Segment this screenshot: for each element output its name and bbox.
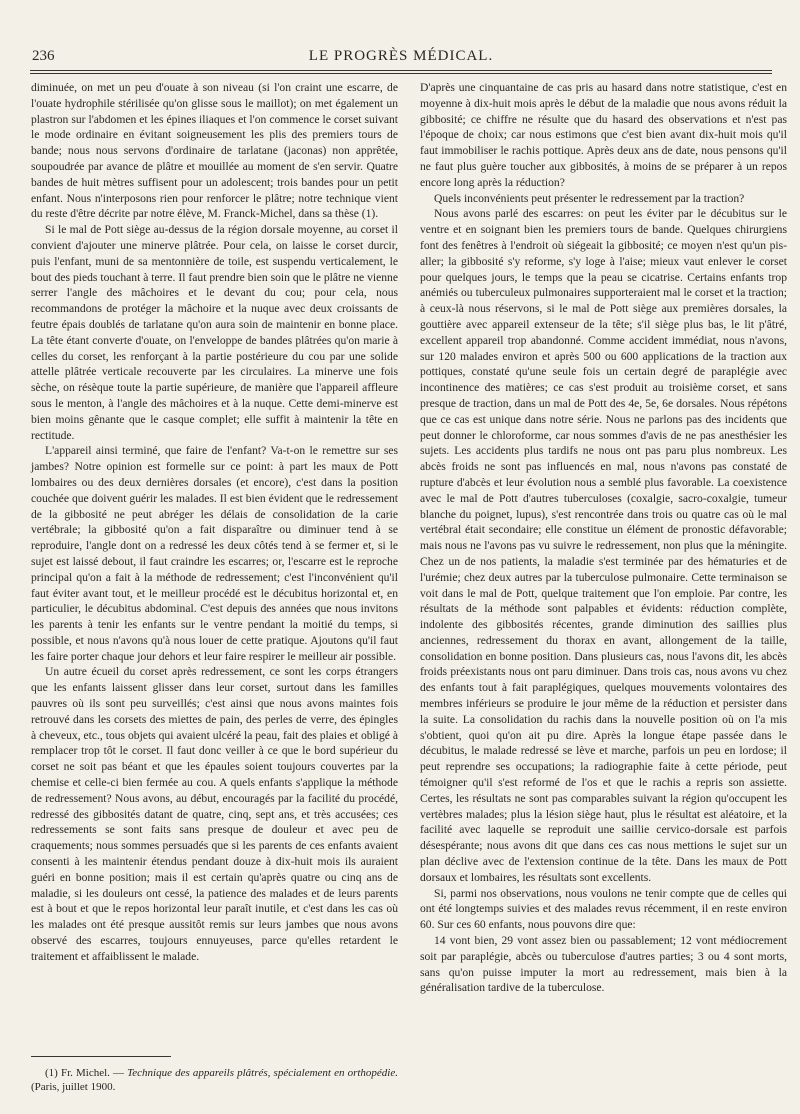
header-rule <box>30 70 772 71</box>
header-rule-secondary <box>30 73 772 74</box>
footnote-marker: (1) Fr. Michel. — <box>45 1067 125 1079</box>
footnote-rule <box>31 1056 171 1057</box>
footnote-details: (Paris, juillet 1900. <box>31 1081 116 1093</box>
paragraph: Nous avons parlé des escarres: on peut les éviter par le décubitus sur le ventre et en soignant bien les premiers tours de bande. Quelques chirurgiens font des fenêtres à l'endroit où siégeait la gibbosité; ce moyen n'est qu'un pis-aller; la gibbosité s'y reforme, s'y loge à l'aise; mieux vaut enlever le corset pour quelques jours, le temps que la peau se cicatrise. Certains enfants trop anémiés ou tuberculeux pulmonaires supporteraient mal le corset et la traction; à ceux-là nous réservons, si le mal de Pott siège aux premières dorsales, la gouttière avec appareil extenseur de la tête; s'il siège plus bas, le lit p'âtré, excellent appareil trop abandonné. Comme accident immédiat, nous n'avons, sur 120 malades environ et après 500 ou 600 applications de la traction aux pottiques, constaté qu'une seule fois un certain degré de paraplégie avec incontinence des matières; ce cas s'est produit au troisième corset, et sans presque de traction, dans un mal de Pott des 4e, 5e, 6e dorsales. Nous répétons que ce cas est unique dans notre série. Nous ne parlons pas des incidents que peut donner le chloroforme, car nous sommes d'avis de ne pas anesthésier les sujets. Les accidents plus tardifs ne nous ont pas paru plus nombreux. Les abcès froids ne sont pas influencés en mal, nous n'avons pas constaté de rupture d'abcès et leur évolution nous a semblé plus favorable. La coexistence avec le mal de Pott d'autres tuberculoses (coxalgie, sacro-coxalgie, tumeur blanche du poignet, lupus), s'est rencontrée dans trois ou quatre cas où le mal vertébral était secondaire; elle constitue un élément de pronostic défavorable; mais nous ne l'avons pas vu suivre le redressement, non plus que la méningite. Chez un de nos patients, la maladie s'est terminée par des hématuries et de l'urémie; chez deux autres par la tuberculose pulmonaire. Cette terminaison se voit dans le mal de Pott, quelque traitement que l'on emploie. Par contre, les résultats de la méthode sont palpables et évidents: réduction complète, indolente des gibbosités récentes, grande diminution des saillies plus anciennes, redressement du thorax en avant, allongement de la taille, consolidation en bonne position. Dans plusieurs cas, nous l'avons dit, les abcès froids préexistants nous ont paru diminuer. Dans trois cas, nous avons vu chez des enfants tout à fait paraplégiques, quelques mouvements volontaires des membres inférieurs se produire le jour même de la réduction et persister dans la suite. La consolidation du rachis dans la nouvelle position où on l'a mis s'obtient, quoi qu'on ait pu dire. Après la longue étape passée dans le décubitus, le malade redressé se lève et marche, parfois un peu en lordose; il peut reprendre ses occupations; la radiographie faite à cette période, peut témoigner qu'il s'est reformé de l'os et que le rachis a repris son assiette. Certes, les résultats ne sont pas comparables suivant la région qu'occupent les vertèbres malades; plus la lésion siège haut, plus le résultat est aléatoire, et la facilité avec laquelle se reproduit une saillie cervico-dorsale est parfois désespérante; nous avons dit que dans ces cas nous mettions le sujet sur un plan déclive avec de l'extension continue de la tête. Dans les maux de Pott dorsaux et lombaires, les résultats sont excellents. <box>420 207 787 884</box>
left-column <box>31 80 398 965</box>
paragraph: L'appareil ainsi terminé, que faire de l'enfant? Va-t-on le remettre sur ses jambes? Notre opinion est formelle sur ce point: à part les maux de Pott lombaires ou des deux dernières dorsales (et encore), c'est dans la position couchée que doivent guérir les malades. Il est bien évident que le redressement de la gibbosité ne peut abréger les délais de consolidation de la carie vertébrale; la gibbosité qu'on a fait disparaître ou diminuer tend à se reproduire, l'angle dont on a redressé les deux côtés tend à se fermer et, si le sujet est laissé debout, il faut craindre les escarres; or, l'escarre est le reproche principal qu'on a fait à la méthode de redressement; c'est l'inconvénient qu'il faut éviter avant tout, et le meilleur procédé est le décubitus horizontal et, en particulier, le décubitus abdominal. C'est depuis des années que nous invitons les parents à tenir les enfants sur le ventre pendant la moitié du temps, si possible, et nous n'avons qu'à nous louer de cette pratique. Ajoutons qu'il faut les faire porter chaque jour dehors et leur faire respirer le meilleur air possible. <box>31 444 398 663</box>
right-column <box>420 80 787 996</box>
footnote-title: Technique des appareils plâtrés, spécialement en orthopédie. <box>127 1067 398 1079</box>
paragraph: Si, parmi nos observations, nous voulons ne tenir compte que de celles qui ont été longtemps suivies et des malades revus récemment, il en reste environ 60. Sur ces 60 enfants, nous pouvons dire que: <box>420 886 787 932</box>
paragraph: diminuée, on met un peu d'ouate à son niveau (si l'on craint une escarre, de l'ouate hydrophile stérilisée qu'on glisse sous le maillot); on met également un plastron sur l'abdomen et les épines iliaques et l'on commence le corset suivant le mode ordinaire en évitant soigneusement les plis des premiers tours de bande; nous nous servons d'ordinaire de tarlatane (jaconas) non apprêtée, soupoudrée par avance de plâtre et mouillée au moment de s'en servir. Quatre bandes de huit mètres suffisent pour un adolescent; trois bandes pour un petit enfant. Nous n'interposons rien pour renforcer le plâtre; notre technique vient du reste d'être décrite par notre élève, M. Franck-Michel, dans sa thèse (1). <box>31 81 398 221</box>
footnote <box>31 1066 398 1094</box>
paragraph: Un autre écueil du corset après redressement, ce sont les corps étrangers que les enfants laissent glisser dans leur corset, surtout dans les familles pauvres où ils sont peu surveillés; c'est ainsi que nous avons maintes fois retrouvé dans les corsets des miettes de pain, des perles de verre, des épingles à cheveux, etc., tous objets qui avaient ulcéré la peau, fait des plaies et obligé à remplacer trop tôt le corset. Il faut donc veiller à ce que le bord supérieur du corset ne soit pas béant et que les épaules soient toujours couvertes par la chemise et celle-ci bien fermée au cou. A quels enfants s'applique la méthode de redressement? Nous avons, au début, encouragés par la facilité du procédé, redressé des gibbosités datant de quatre, cinq, sept ans, et très accusées; ces redressements se sont faits sans presque de douleur et avec peu de craquements; nous sommes persuadés que si les parents de ces enfants avaient consenti à les maintenir étendus pendant douze à dix-huit mois ils auraient guéri en bonne position; mais il est certain qu'après quatre ou cinq ans de maladie, si les douleurs ont cessé, la patience des malades et de leurs parents est à bout et que le repos horizontal leur paraît inutile, et c'est dans les cas où les malades ont été presque aussitôt remis sur leurs jambes que nous avons observé des escarres, toujours ennuyeuses, parce qu'elles retardent le traitement et affaiblissent le malade. <box>31 665 398 963</box>
running-header <box>30 46 772 68</box>
page-number: 236 <box>32 48 55 64</box>
paragraph: Quels inconvénients peut présenter le redressement par la traction? <box>434 191 745 205</box>
journal-title: LE PROGRÈS MÉDICAL. <box>308 48 494 64</box>
paragraph: 14 vont bien, 29 vont assez bien ou passablement; 12 vont médiocrement soit par paraplégie, abcès ou tuberculose d'autres parties; 3 ou 4 sont morts, sans qu'on puisse imputer la mort au redressement, mais bien à la généralisation tardive de la tuberculose. <box>420 934 787 995</box>
paragraph: Si le mal de Pott siège au-dessus de la région dorsale moyenne, au corset il convient d'ajouter une minerve plâtrée. Pour cela, on laisse le corset durcir, puis l'enfant, muni de sa mentonnière de toile, est suspendu verticalement, le bout des pieds touchant à terre. Il faut prendre bien soin que le plâtre ne vienne serrer l'angle des mâchoires et le devant du cou; pour cela, nous recommandons de protéger la mâchoire et la nuque avec deux croissants de feutre épais doublés de tarlatane qu'on aura soin de maintenir en bonne place. La tête étant converte d'ouate, on l'enveloppe de bandes plâtrées qu'on marie à celles du corset, les renforçant à la partie postérieure du cou par une solide attelle plâtrée verticale recouverte par les circulaires. La minerve une fois sèche, on résèque toute la partie supérieure, de manière que l'appareil affleure sous le menton, à l'angle des mâchoires et à la nuque. Cette demi-minerve est bien moins gênante que le casque complet; elle suffit à maintenir la tête en rectitude. <box>31 223 398 442</box>
paragraph: D'après une cinquantaine de cas pris au hasard dans notre statistique, c'est en moyenne à dix-huit mois après le début de la maladie que nous avons réduit la gibbosité; ce chiffre ne résulte que du hasard des observations et n'est pas l'époque de choix; car nous estimons que c'est bien avant dix-huit mois qu'il faut immobiliser le rachis pottique. Après deux ans de date, nous pensons qu'il ne faut plus guère toucher aux gibbosités, à moins de se préparer à un repos encore long après la réduction? <box>420 81 787 189</box>
